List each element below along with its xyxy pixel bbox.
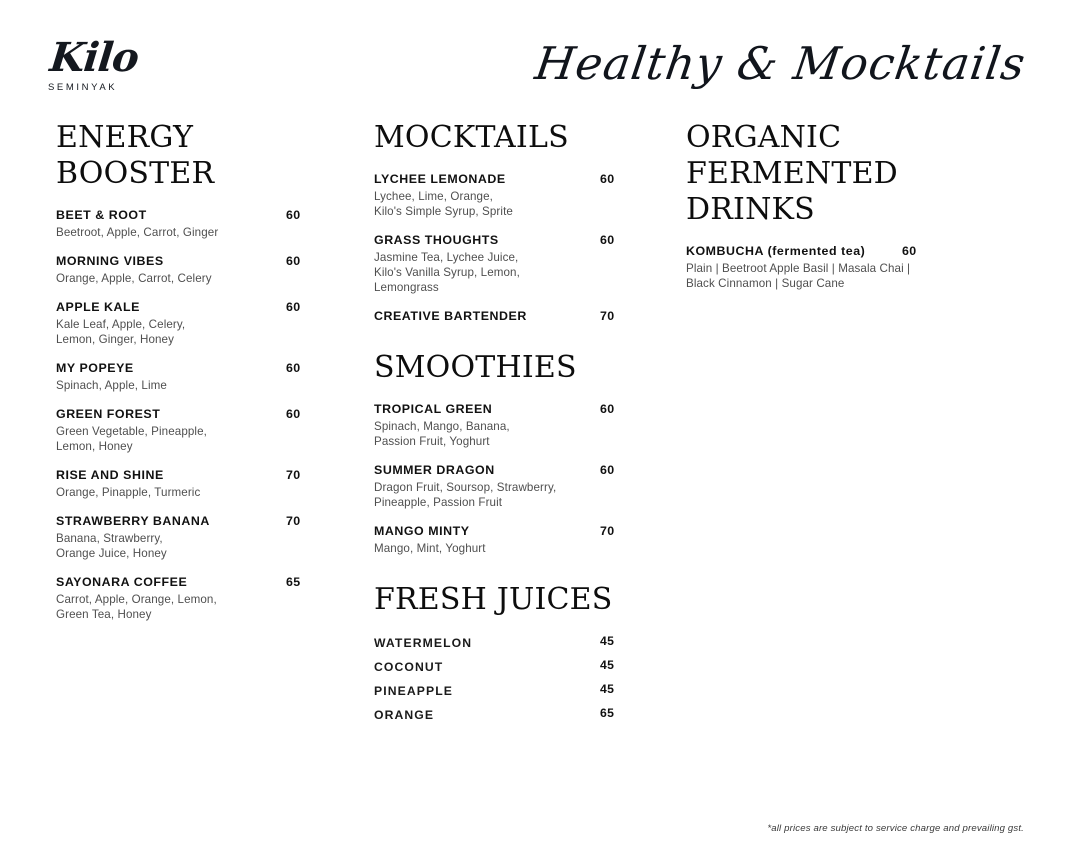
menu-item-price: 70	[286, 514, 301, 528]
menu-item-description-line: Spinach, Mango, Banana,	[374, 420, 510, 433]
menu-header	[0, 0, 1080, 115]
menu-item-name: WATERMELON	[374, 636, 473, 650]
menu-item-description	[56, 225, 264, 240]
menu-item-description-line: Dragon Fruit, Soursop, Strawberry,	[374, 481, 557, 494]
menu-item-description-line: Mango, Mint, Yoghurt	[374, 542, 486, 555]
price-disclaimer: *all prices are subject to service charge and prevailing gst.	[767, 823, 1024, 834]
menu-item-price: 60	[600, 233, 615, 247]
menu-item-name: CREATIVE BARTENDER	[374, 309, 527, 323]
menu-section-mocktails	[374, 120, 626, 324]
menu-item-description-line: Pineapple, Passion Fruit	[374, 496, 503, 509]
brand-logo	[47, 34, 218, 93]
menu-item-price: 70	[600, 524, 615, 538]
menu-item-beet-root	[56, 208, 316, 240]
menu-item-price: 60	[286, 208, 301, 222]
menu-item-description-line: Orange, Apple, Carrot, Celery	[56, 272, 212, 285]
section-title: ORGANIC FERMENTED DRINKS	[686, 120, 898, 227]
menu-item-strawberry-banana	[56, 514, 316, 561]
menu-item-description-line: Green Tea, Honey	[56, 608, 152, 621]
menu-item-price: 70	[286, 468, 301, 482]
menu-item-name: SAYONARA COFFEE	[56, 575, 188, 589]
menu-section-fresh-juices	[374, 582, 626, 721]
menu-item-description-line: Orange, Pinapple, Turmeric	[56, 486, 201, 499]
section-title: MOCKTAILS	[374, 120, 569, 155]
menu-item-description	[686, 261, 1006, 291]
menu-item-my-popeye	[56, 361, 316, 393]
menu-item-description-line: Orange Juice, Honey	[56, 547, 167, 560]
menu-item-name: KOMBUCHA (fermented tea)	[686, 244, 866, 258]
menu-item-grass-thoughts	[374, 233, 626, 295]
menu-item-sayonara-coffee	[56, 575, 316, 622]
menu-column-right	[686, 120, 1006, 305]
section-title: FRESH JUICES	[374, 582, 613, 617]
menu-item-description	[56, 378, 264, 393]
menu-item-description-line: Beetroot, Apple, Carrot, Ginger	[56, 226, 219, 239]
menu-item-price: 45	[600, 658, 615, 672]
menu-item-description-line: Green Vegetable, Pineapple,	[56, 425, 207, 438]
menu-section-organic-fermented-drinks	[686, 120, 1006, 291]
menu-item-description	[374, 419, 588, 449]
menu-item-name: COCONUT	[374, 660, 444, 674]
section-title: ENERGY BOOSTER	[56, 120, 215, 191]
menu-item-name: PINEAPPLE	[374, 684, 453, 698]
menu-item-description-line: Kilo's Vanilla Syrup, Lemon, Lemongrass	[374, 266, 520, 294]
menu-item-watermelon	[374, 634, 626, 649]
menu-item-name: GRASS THOUGHTS	[374, 233, 499, 247]
menu-item-name: ORANGE	[374, 708, 435, 722]
menu-item-description-line: Lychee, Lime, Orange,	[374, 190, 493, 203]
menu-column-middle	[374, 120, 626, 730]
menu-item-price: 60	[286, 407, 301, 421]
menu-item-price: 70	[600, 309, 615, 323]
menu-item-name: RISE AND SHINE	[56, 468, 164, 482]
menu-item-apple-kale	[56, 300, 316, 347]
menu-item-name: GREEN FOREST	[56, 407, 161, 421]
menu-item-description	[56, 531, 264, 561]
menu-item-description	[374, 189, 588, 219]
menu-item-price: 45	[600, 634, 615, 648]
menu-item-summer-dragon	[374, 463, 626, 510]
menu-item-name: APPLE KALE	[56, 300, 140, 314]
menu-item-name: BEET & ROOT	[56, 208, 147, 222]
menu-item-mango-minty	[374, 524, 626, 556]
menu-item-description-line: Kilo's Simple Syrup, Sprite	[374, 205, 513, 218]
menu-item-description-line: Spinach, Apple, Lime	[56, 379, 167, 392]
menu-item-description-line: Kale Leaf, Apple, Celery,	[56, 318, 186, 331]
menu-item-price: 65	[286, 575, 301, 589]
menu-item-name: SUMMER DRAGON	[374, 463, 495, 477]
menu-item-description-line: Carrot, Apple, Orange, Lemon,	[56, 593, 217, 606]
menu-section-smoothies	[374, 350, 626, 556]
menu-item-description-line: Plain | Beetroot Apple Basil | Masala Chai |	[686, 262, 911, 275]
menu-item-description	[56, 424, 264, 454]
menu-item-description	[374, 541, 588, 556]
menu-item-price: 60	[600, 172, 615, 186]
menu-item-coconut	[374, 658, 626, 673]
menu-item-price: 60	[902, 244, 917, 258]
menu-item-lychee-lemonade	[374, 172, 626, 219]
menu-item-green-forest	[56, 407, 316, 454]
menu-item-price: 60	[600, 402, 615, 416]
menu-item-pineapple	[374, 682, 626, 697]
brand-logo-wordmark: Kilo	[47, 34, 141, 81]
menu-item-rise-and-shine	[56, 468, 316, 500]
menu-item-creative-bartender	[374, 309, 626, 324]
section-title: SMOOTHIES	[374, 350, 577, 385]
menu-item-description-line: Lemon, Honey	[56, 440, 133, 453]
menu-item-price: 60	[286, 300, 301, 314]
menu-section-energy-booster	[56, 120, 316, 622]
menu-item-name: STRAWBERRY BANANA	[56, 514, 210, 528]
menu-item-name: TROPICAL GREEN	[374, 402, 493, 416]
menu-item-description	[56, 271, 264, 286]
menu-item-description-line: Jasmine Tea, Lychee Juice,	[374, 251, 519, 264]
menu-item-name: MY POPEYE	[56, 361, 134, 375]
brand-logo-location: SEMINYAK	[48, 82, 118, 93]
menu-item-price: 45	[600, 682, 615, 696]
menu-item-price: 60	[286, 361, 301, 375]
menu-item-description-line: Black Cinnamon | Sugar Cane	[686, 277, 845, 290]
menu-item-name: MANGO MINTY	[374, 524, 470, 538]
menu-item-tropical-green	[374, 402, 626, 449]
menu-item-morning-vibes	[56, 254, 316, 286]
page-title: Healthy & Mocktails	[532, 37, 1030, 90]
menu-item-description-line: Passion Fruit, Yoghurt	[374, 435, 490, 448]
menu-item-description-line: Banana, Strawberry,	[56, 532, 163, 545]
menu-item-description	[56, 592, 264, 622]
menu-item-description	[374, 480, 588, 510]
menu-item-orange	[374, 706, 626, 721]
menu-item-price: 60	[286, 254, 301, 268]
menu-item-description	[56, 485, 264, 500]
menu-item-description-line: Lemon, Ginger, Honey	[56, 333, 175, 346]
menu-item-price: 65	[600, 706, 615, 720]
menu-item-description	[374, 250, 588, 295]
menu-item-price: 60	[600, 463, 615, 477]
menu-item-name: MORNING VIBES	[56, 254, 164, 268]
menu-column-left	[56, 120, 316, 636]
menu-item-name: LYCHEE LEMONADE	[374, 172, 506, 186]
menu-item-description	[56, 317, 264, 347]
menu-item-kombucha-fermented-tea	[686, 244, 1006, 291]
